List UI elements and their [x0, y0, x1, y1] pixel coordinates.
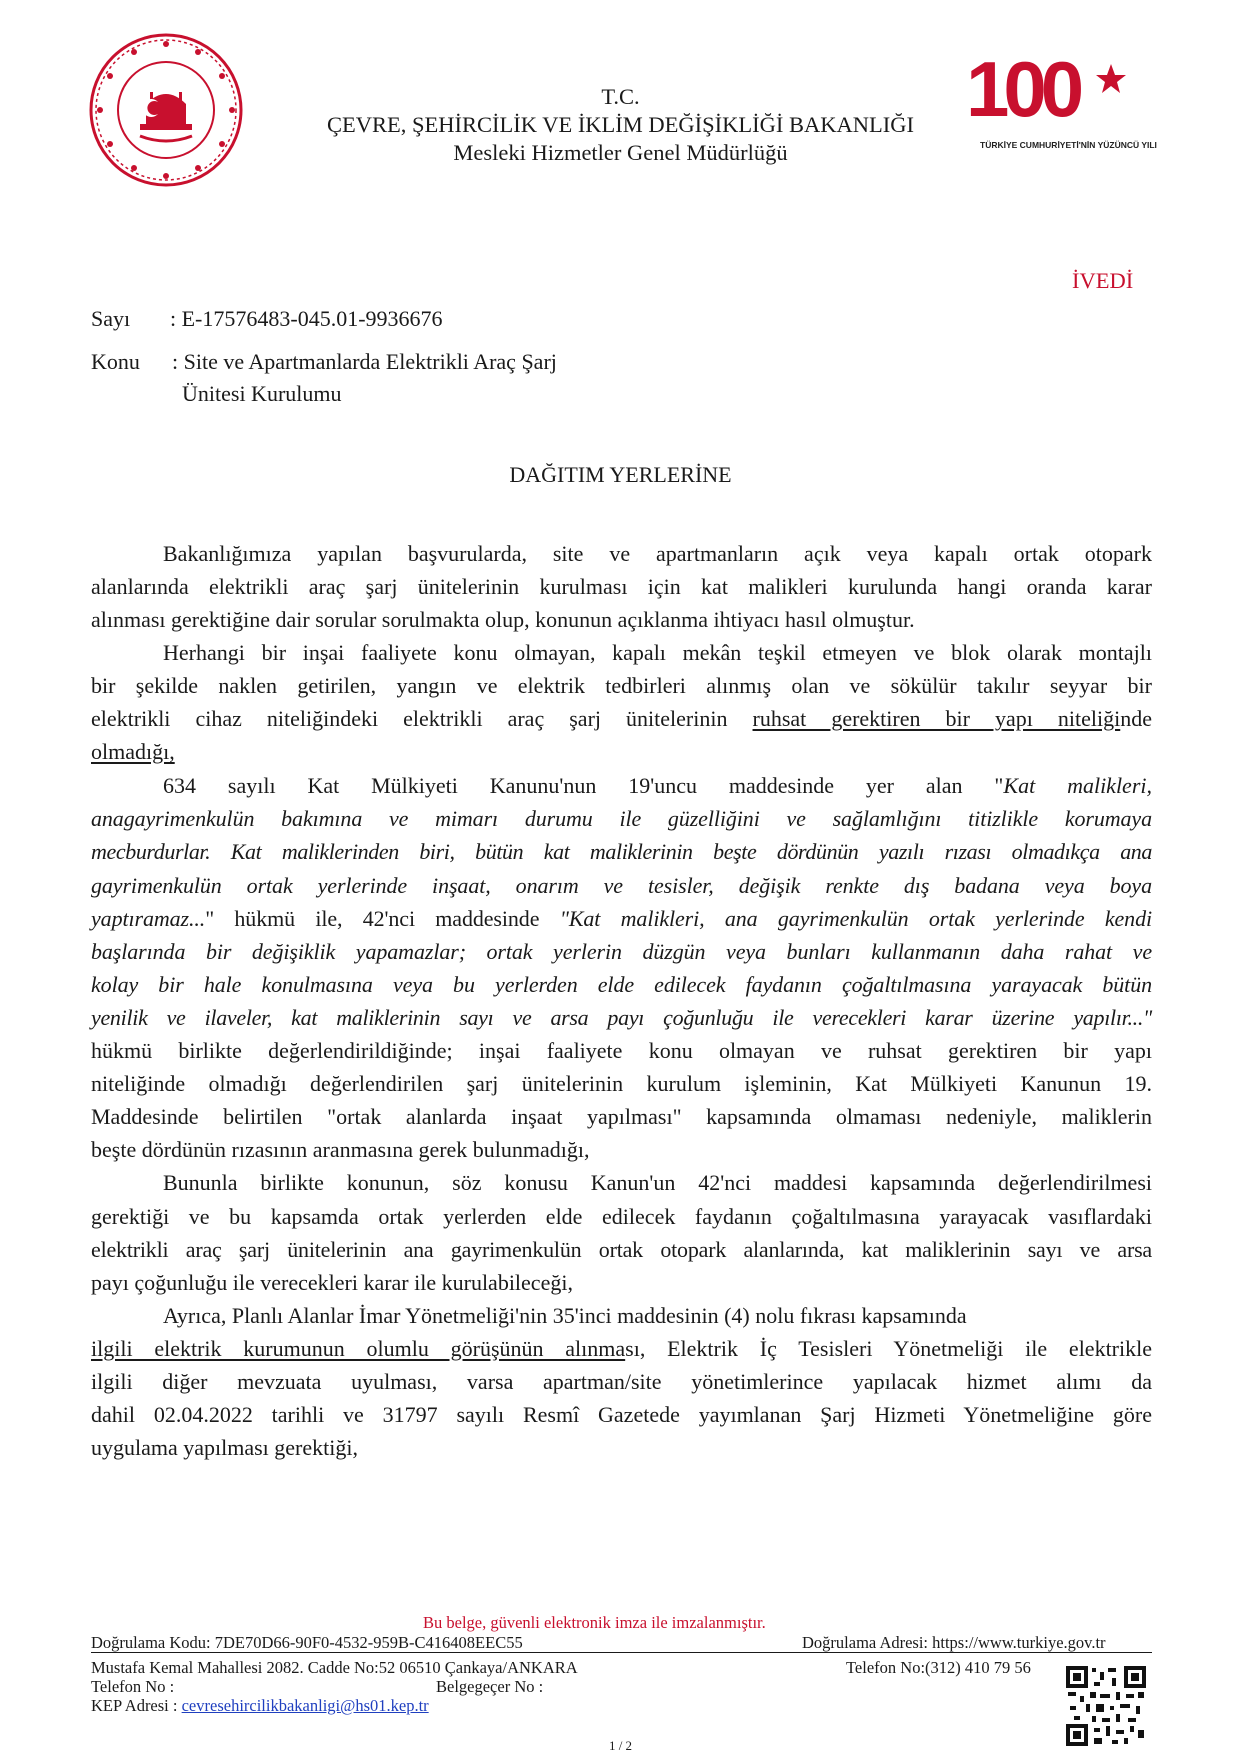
- verification-address: Doğrulama Adresi: https://www.turkiye.gov.tr: [802, 1633, 1106, 1652]
- underlined-phrase: olmadığı,: [91, 739, 175, 764]
- phone-number: Telefon No:(312) 410 79 56: [846, 1658, 1031, 1677]
- header-tc: T.C.: [601, 84, 640, 109]
- paragraph-3-line: yaptıramaz..." hükmü ile, 42'nci maddesinde "Kat malikleri, ana gayrimenkulün ortak yerlerinde kendi: [91, 906, 1152, 931]
- underlined-phrase: ruhsat gerektiren bir yapı niteliği: [752, 706, 1121, 731]
- addressee: DAĞITIM YERLERİNE: [509, 462, 732, 487]
- page-number: 1 / 2: [608, 1738, 633, 1753]
- paragraph-4-line: gerektiği ve bu kapsamda ortak yerlerden elde edilecek faydanın çoğaltılmasına yarayacak vasıflardaki: [91, 1204, 1152, 1229]
- paragraph-2-line: bir şekilde naklen getirilen, yangın ve elektrik tedbirleri alınmış olan ve sökülür takılır seyyar bir: [91, 673, 1152, 698]
- paragraph-3-line: kolay bir hale konulmasına veya bu yerlerden elde edilecek faydanın çoğaltılmasına yarayacak bütün: [91, 972, 1152, 997]
- qr-code[interactable]: [1066, 1666, 1146, 1746]
- paragraph-5-line: Ayrıca, Planlı Alanlar İmar Yönetmeliği'nin 35'inci maddesinin (4) nolu fıkrası kapsamında: [163, 1303, 967, 1328]
- centennial-caption: TÜRKİYE CUMHURİYETİ'NİN YÜZÜNCÜ YILI: [980, 140, 1157, 150]
- paragraph-1-line: alanlarında elektrikli araç şarj ünitelerinin kurulması için kat malikleri kurulunda hangi oranda karar: [91, 574, 1152, 599]
- paragraph-2-line: elektrikli cihaz niteliğindeki elektrikli araç şarj ünitelerinin ruhsat gerektiren bir yapı niteliğinde: [91, 706, 1153, 731]
- phone-label: Telefon No :: [91, 1677, 175, 1696]
- kep-address: KEP Adresi : cevresehircilikbakanligi@hs01.kep.tr: [91, 1696, 429, 1715]
- qr-code-icon: [1066, 1666, 1146, 1746]
- paragraph-3-line: mecburdurlar. Kat maliklerinden biri, bütün kat maliklerinin beşte dördünün yazılı rızası olmadıkça ana: [91, 839, 1152, 864]
- kep-link[interactable]: cevresehircilikbakanligi@hs01.kep.tr: [181, 1696, 429, 1715]
- sayi-label: Sayı: [91, 306, 131, 331]
- e-signature-note: Bu belge, güvenli elektronik imza ile imzalanmıştır.: [423, 1613, 766, 1632]
- paragraph-1-line: Bakanlığımıza yapılan başvurularda, site ve apartmanların açık veya kapalı ortak otopark: [163, 541, 1152, 566]
- paragraph-2-line: [91, 739, 1152, 765]
- star-icon: [1094, 62, 1128, 96]
- urgency-mark: İVEDİ: [1072, 268, 1134, 293]
- directorate-name: Mesleki Hizmetler Genel Müdürlüğü: [453, 140, 788, 165]
- konu-label: Konu: [91, 349, 140, 374]
- paragraph-4-line: payı çoğunluğu ile verecekleri karar ile kurulabileceği,: [91, 1270, 573, 1295]
- sayi-value: : E-17576483-045.01-9936676: [170, 306, 443, 331]
- paragraph-5-line: ilgili elektrik kurumunun olumlu görüşünün alınması, Elektrik İç Tesisleri Yönetmeliği ile elektrikle: [91, 1336, 1152, 1361]
- paragraph-5-line: dahil 02.04.2022 tarihli ve 31797 sayılı Resmî Gazetede yayımlanan Şarj Hizmeti Yönetmeliğine göre: [91, 1402, 1152, 1427]
- paragraph-1-line: alınması gerektiğine dair sorular sorulmakta olup, konunun açıklanma ihtiyacı hasıl olmuştur.: [91, 607, 915, 632]
- fax-label: Belgegeçer No :: [436, 1677, 544, 1696]
- paragraph-5-line: ilgili diğer mevzuata uyulması, varsa apartman/site yönetimlerince yapılacak hizmet alımı da: [91, 1369, 1152, 1394]
- postal-address: Mustafa Kemal Mahallesi 2082. Cadde No:52 06510 Çankaya/ANKARA: [91, 1658, 578, 1677]
- paragraph-3-line: beşte dördünün rızasının aranmasına gerek bulunmadığı,: [91, 1137, 590, 1162]
- paragraph-3-line: anagayrimenkulün bakımına ve mimarı durumu ile güzelliğini ve sağlamlığını titizlikle korumaya: [91, 806, 1152, 831]
- centennial-number: 100: [966, 45, 1079, 133]
- konu-value-line1: : Site ve Apartmanlarda Elektrikli Araç Şarj: [172, 349, 557, 374]
- konu-value-line2: Ünitesi Kurulumu: [182, 381, 342, 406]
- paragraph-3-line: hükmü birlikte değerlendirildiğinde; inşai faaliyete konu olmayan ve ruhsat gerektiren bir yapı: [91, 1038, 1152, 1063]
- verification-code: Doğrulama Kodu: 7DE70D66-90F0-4532-959B-C416408EEC55: [91, 1633, 523, 1652]
- paragraph-3-line: gayrimenkulün ortak yerlerinde inşaat, onarım ve tesisler, değişik renkte dış badana veya boya: [91, 873, 1152, 898]
- paragraph-3-line: Maddesinde belirtilen "ortak alanlarda inşaat yapılması" kapsamında olmaması nedeniyle, maliklerin: [91, 1104, 1152, 1129]
- paragraph-3-line: yenilik ve ilaveler, kat maliklerinin sayı ve arsa payı çoğunluğu ile verecekleri karar üzerine yapılır...": [91, 1005, 1152, 1030]
- paragraph-3-line: niteliğinde olmadığı değerlendirilen şarj ünitelerinin kurulum işleminin, Kat Mülkiyeti Kanunun 19.: [91, 1071, 1152, 1096]
- paragraph-2-line: Herhangi bir inşai faaliyete konu olmayan, kapalı mekân teşkil etmeyen ve blok olarak montajlı: [163, 640, 1152, 665]
- paragraph-4-line: elektrikli araç şarj ünitelerinin ana gayrimenkulün ortak otopark alanlarında, kat maliklerinin sayı ve arsa: [91, 1237, 1152, 1262]
- paragraph-4-line: Bununla birlikte konunun, söz konusu Kanun'un 42'nci maddesi kapsamında değerlendirilmesi: [163, 1170, 1152, 1195]
- paragraph-5-line: uygulama yapılması gerektiği,: [91, 1435, 358, 1460]
- footer-divider: [91, 1652, 1152, 1653]
- paragraph-3-line: 634 sayılı Kat Mülkiyeti Kanunu'nun 19'uncu maddesinde yer alan "Kat malikleri,: [163, 773, 1152, 798]
- ministry-name: ÇEVRE, ŞEHİRCİLİK VE İKLİM DEĞİŞİKLİĞİ BAKANLIĞI: [326, 112, 914, 137]
- underlined-phrase: ilgili elektrik kurumunun olumlu görüşünün alınma: [91, 1336, 626, 1361]
- paragraph-3-line: başlarında bir değişiklik yapamazlar; ortak yerlerin düzgün veya bunları kullanmanın daha rahat ve: [91, 939, 1152, 964]
- centennial-logo: [966, 45, 1157, 156]
